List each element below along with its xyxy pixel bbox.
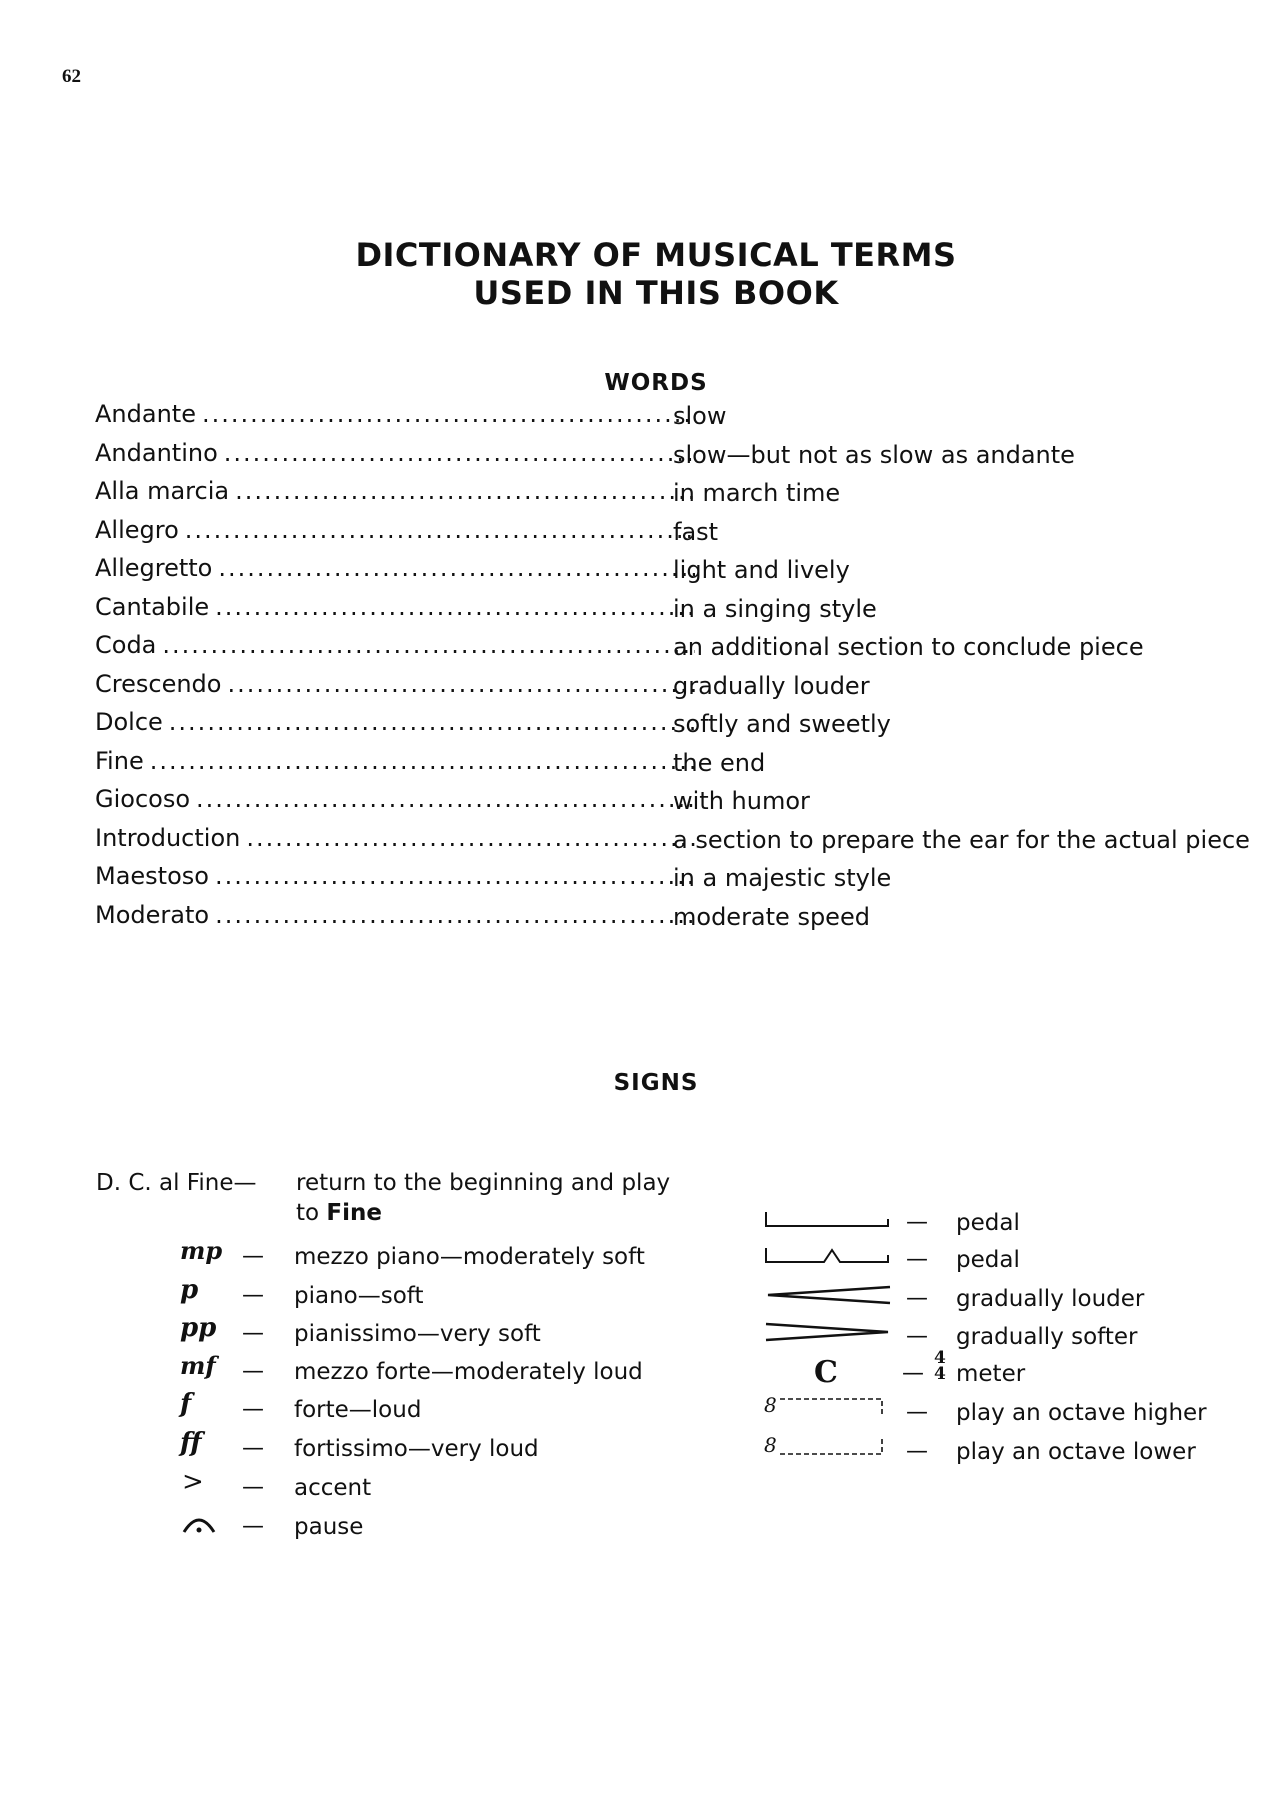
- word-entry: [95, 516, 695, 548]
- sign-meaning: forte—loud: [294, 1397, 422, 1423]
- word-entry: [95, 477, 695, 509]
- dot-leader: [246, 824, 695, 852]
- word-definition: fast: [673, 517, 719, 546]
- dot-leader: [218, 554, 695, 582]
- dynamic-symbol: pp: [180, 1313, 217, 1343]
- dot-leader: [150, 747, 695, 775]
- word-definition: with humor: [673, 787, 810, 815]
- word-definition: slow—but not as slow as andante: [673, 440, 1075, 469]
- sign-dash: —: [242, 1283, 264, 1308]
- word-entry: [95, 824, 695, 856]
- word-entry: [95, 862, 695, 894]
- word-definition: a section to prepare the ear for the actual piece: [673, 825, 1250, 854]
- word-term: Cantabile: [95, 592, 210, 621]
- fermata-icon: [180, 1508, 220, 1538]
- sign-meaning: play an octave lower: [956, 1439, 1196, 1465]
- word-term: Andante: [95, 400, 196, 428]
- words-heading: WORDS: [604, 370, 708, 396]
- page-subtitle: USED IN THIS BOOK: [473, 274, 839, 312]
- dot-leader: [224, 439, 695, 467]
- dynamic-symbol: p: [180, 1275, 199, 1305]
- word-entry: [95, 631, 695, 663]
- pedal-change-icon: [764, 1244, 904, 1266]
- octave-higher-icon: 8: [764, 1393, 777, 1417]
- sign-dash: —: [906, 1324, 928, 1349]
- word-definition: gradually louder: [673, 671, 870, 700]
- sign-dash: —: [906, 1247, 928, 1272]
- word-entry: [95, 670, 695, 702]
- dynamic-symbol: ff: [180, 1428, 202, 1458]
- sign-dash: —: [242, 1244, 264, 1269]
- word-definition: an additional section to conclude piece: [673, 633, 1144, 661]
- word-term: Introduction: [95, 823, 241, 852]
- dot-leader: [215, 901, 695, 929]
- crescendo-hairpin-icon: [764, 1285, 904, 1305]
- dc-al-fine-line1: return to the beginning and play: [296, 1170, 671, 1196]
- sign-meaning: pause: [294, 1514, 364, 1540]
- sign-meaning: pianissimo—very soft: [294, 1321, 541, 1347]
- sign-meaning: meter: [956, 1361, 1026, 1387]
- word-entry: [95, 747, 695, 779]
- word-entry: [95, 439, 695, 471]
- sign-meaning: mezzo piano—moderately soft: [294, 1244, 645, 1270]
- word-definition: in a majestic style: [673, 864, 892, 892]
- dynamic-symbol: f: [180, 1389, 192, 1419]
- word-entry: [95, 400, 695, 432]
- word-entry: [95, 593, 695, 625]
- word-term: Alla marcia: [95, 477, 230, 505]
- sign-dash: —: [906, 1400, 928, 1425]
- octave-lower-icon: 8: [764, 1433, 777, 1457]
- pedal-bracket-icon: [764, 1210, 904, 1230]
- fine-bold: Fine: [326, 1200, 382, 1226]
- word-entry: [95, 708, 695, 740]
- sign-meaning: pedal: [956, 1210, 1020, 1236]
- dot-leader: [169, 708, 695, 736]
- word-entry: [95, 785, 695, 817]
- dot-leader: [215, 593, 695, 621]
- common-time-icon: C: [814, 1355, 838, 1390]
- word-definition: in a singing style: [673, 594, 877, 623]
- octave-lower-bracket: [778, 1434, 898, 1458]
- sign-meaning: play an octave higher: [956, 1400, 1207, 1426]
- dynamic-symbol: >: [182, 1467, 204, 1497]
- word-term: Dolce: [95, 708, 163, 736]
- sign-meaning: pedal: [956, 1247, 1020, 1273]
- sign-dash: —: [242, 1514, 264, 1539]
- sign-meaning: accent: [294, 1475, 372, 1501]
- time-signature-icon: 4 4: [934, 1348, 946, 1384]
- sign-meaning: gradually softer: [956, 1324, 1138, 1350]
- word-term: Crescendo: [95, 669, 222, 698]
- sign-dash: —: [906, 1286, 928, 1311]
- word-definition: the end: [673, 748, 766, 777]
- dot-leader: [202, 400, 695, 428]
- word-term: Coda: [95, 631, 157, 659]
- word-term: Maestoso: [95, 862, 209, 890]
- word-definition: slow: [673, 402, 727, 430]
- sign-dash: —: [242, 1321, 264, 1346]
- word-definition: softly and sweetly: [673, 710, 891, 738]
- word-term: Fine: [95, 746, 144, 775]
- sign-dash: —: [242, 1359, 264, 1384]
- decrescendo-hairpin-icon: [764, 1322, 904, 1342]
- dc-al-fine-label: D. C. al Fine—: [96, 1170, 257, 1196]
- word-entry: [95, 554, 695, 586]
- dot-leader: [162, 631, 695, 659]
- word-term: Allegro: [95, 515, 179, 544]
- sign-dash: —: [242, 1475, 264, 1500]
- dc-al-fine-line2: to Fine: [296, 1200, 382, 1226]
- sign-dash: —: [906, 1210, 928, 1235]
- dynamic-symbol: mf: [180, 1351, 216, 1380]
- dot-leader: [227, 670, 695, 698]
- word-term: Andantino: [95, 438, 218, 467]
- sign-dash: —: [902, 1361, 924, 1386]
- sign-meaning: mezzo forte—moderately loud: [294, 1359, 643, 1385]
- word-entry: [95, 901, 695, 933]
- sign-dash: —: [242, 1397, 264, 1422]
- word-definition: in march time: [673, 479, 841, 507]
- page-number: 62: [62, 66, 81, 87]
- sign-meaning: piano—soft: [294, 1283, 424, 1309]
- word-term: Allegretto: [95, 554, 213, 582]
- word-term: Moderato: [95, 900, 210, 929]
- word-definition: light and lively: [673, 556, 850, 584]
- sign-dash: —: [242, 1436, 264, 1461]
- dot-leader: [235, 477, 695, 505]
- signs-heading: SIGNS: [613, 1070, 699, 1096]
- sign-meaning: fortissimo—very loud: [294, 1436, 539, 1462]
- word-definition: moderate speed: [673, 902, 870, 931]
- dot-leader: [185, 516, 695, 544]
- octave-higher-bracket: [778, 1396, 898, 1420]
- sign-dash: —: [906, 1439, 928, 1464]
- dot-leader: [196, 785, 695, 813]
- dynamic-symbol: mp: [180, 1236, 223, 1265]
- page-title: DICTIONARY OF MUSICAL TERMS: [355, 236, 957, 274]
- word-term: Giocoso: [95, 785, 191, 813]
- sign-meaning: gradually louder: [956, 1286, 1145, 1312]
- dot-leader: [215, 862, 695, 890]
